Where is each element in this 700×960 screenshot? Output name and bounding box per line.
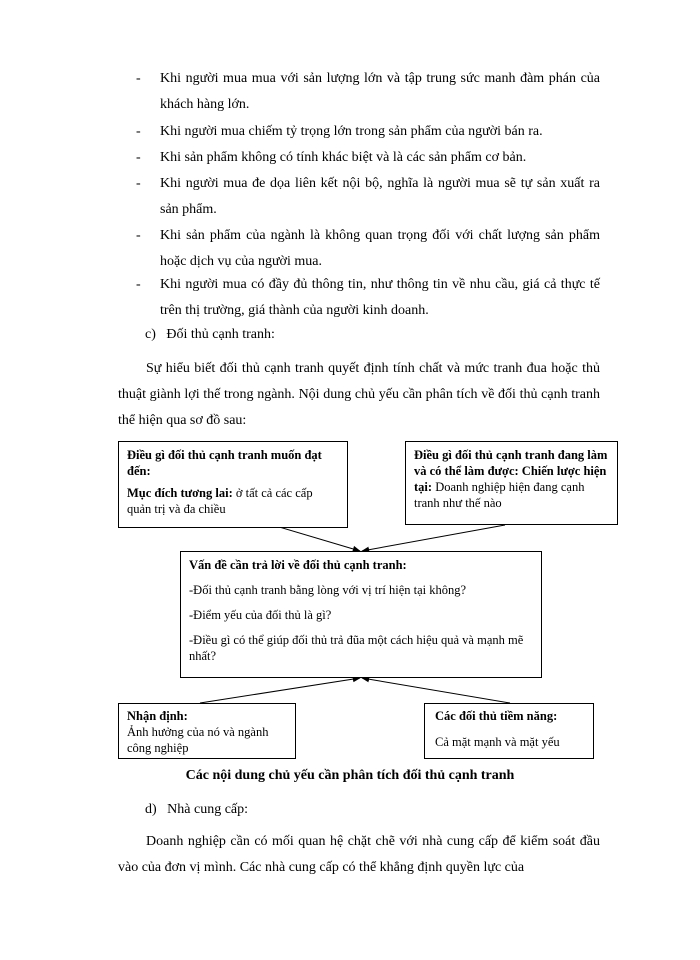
bullet-text: Khi sản phẩm không có tính khác biệt và là các sản phẩm cơ bản.	[160, 150, 527, 165]
box-top-left-text: ở tất cả các cấp quản trị và đa chiều	[127, 486, 313, 516]
diagram-box-top-right	[405, 441, 618, 525]
bullet-dash: -	[136, 71, 141, 86]
box-top-left-label: Mục đích tương lai:	[127, 486, 233, 500]
box-bottom-left-text: Ảnh hưởng của nó và ngành công nghiệp	[127, 725, 269, 755]
section-d-label: d)	[145, 802, 157, 817]
box-center-question: -Đối thủ cạnh tranh bằng lòng với vị trí hiện tại không?	[189, 583, 467, 597]
section-d-heading	[145, 797, 248, 823]
bullet-text: Khi sản phẩm của ngành là không quan trọng đối với chất lượng sản phẩm hoặc dịch vụ của người mua.	[160, 228, 600, 269]
diagram-box-bottom-left	[118, 703, 296, 759]
bullet-text: Khi người mua đe dọa liên kết nội bộ, nghĩa là người mua sẽ tự sản xuất ra sản phẩm.	[160, 176, 600, 217]
box-top-right-text: Doanh nghiệp hiện đang cạnh tranh như thế nào	[414, 480, 585, 510]
bullet-dash: -	[136, 228, 141, 243]
intro-paragraph-text: Sự hiểu biết đối thủ cạnh tranh quyết định tính chất và mức tranh đua hoặc thủ thuật giành lợi thế trong ngành. Nội dung chủ yếu cần phân tích về đối thủ cạnh tranh thể hiện qua sơ đồ sau:	[118, 361, 600, 428]
section-c-title: Đối thủ cạnh tranh:	[166, 327, 275, 342]
arrow-bottom-left	[200, 678, 360, 703]
closing-paragraph-text: Doanh nghiệp cần có mối quan hệ chặt chẽ với nhà cung cấp để kiểm soát đầu vào của đơn vị mình. Các nhà cung cấp có thể khẳng định quyền lực của	[118, 834, 600, 875]
box-center-question: -Điểm yếu của đối thủ là gì?	[189, 608, 332, 622]
closing-paragraph	[118, 829, 600, 881]
box-bottom-left-title: Nhận định:	[127, 709, 188, 723]
diagram-box-top-left	[118, 441, 348, 528]
box-bottom-right-text: Cả mặt mạnh và mặt yếu	[435, 735, 560, 749]
bullet-text: Khi người mua mua với sản lượng lớn và tập trung sức manh đàm phán của khách hàng lớn.	[160, 71, 600, 112]
bullet-dash: -	[136, 150, 141, 165]
box-center-title: Vấn đề cần trả lời về đối thủ cạnh tranh:	[189, 558, 407, 572]
bullet-text: Khi người mua chiếm tỷ trọng lớn trong sản phẩm của người bán ra.	[160, 124, 543, 139]
arrow-top-right	[362, 525, 505, 551]
bullet-dash: -	[136, 176, 141, 191]
box-top-right-title: Điều gì đối thủ cạnh tranh đang làm và có thể làm được: Chiến lược hiện tại:	[414, 448, 608, 494]
bullet-dash: -	[136, 124, 141, 139]
section-d-title: Nhà cung cấp:	[167, 802, 249, 817]
box-top-left-title: Điều gì đối thủ cạnh tranh muốn đạt đến:	[127, 448, 322, 478]
arrow-bottom-right	[362, 678, 510, 703]
diagram-box-center	[180, 551, 542, 678]
section-c-label: c)	[145, 327, 156, 342]
box-center-question: -Điều gì có thể giúp đối thủ trả đũa một cách hiệu quả và mạnh mẽ nhất?	[189, 633, 524, 663]
diagram-box-bottom-right	[424, 703, 594, 759]
bullet-text: Khi người mua có đầy đủ thông tin, như thông tin về nhu cầu, giá cả thực tế trên thị trường, giá thành của người kinh doanh.	[160, 277, 600, 318]
diagram-caption: Các nội dung chủ yếu cần phân tích đối thủ cạnh tranh	[185, 768, 515, 783]
bullet-dash: -	[136, 277, 141, 292]
box-bottom-right-title: Các đối thủ tiềm năng:	[435, 709, 558, 723]
